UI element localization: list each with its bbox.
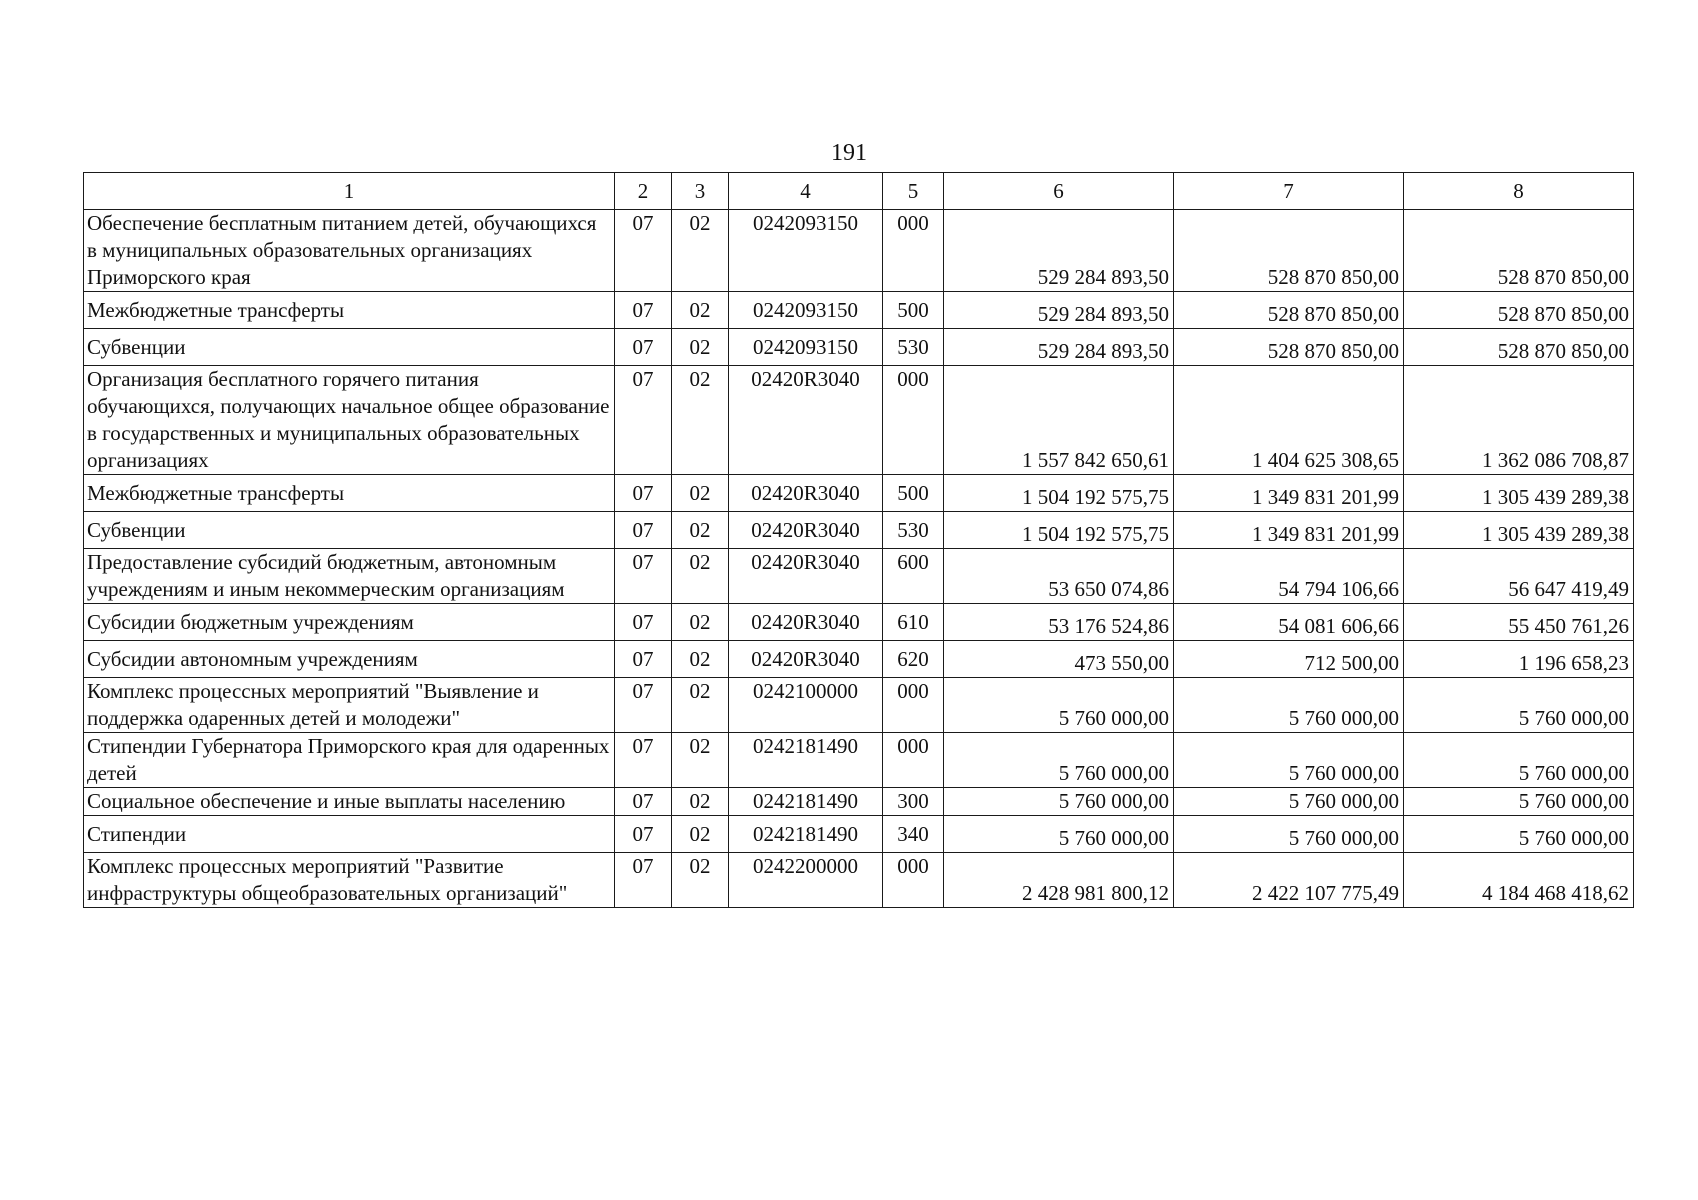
amount-col8-cell: 528 870 850,00 xyxy=(1404,210,1634,292)
header-cell: 2 xyxy=(615,173,672,210)
section-code-cell: 07 xyxy=(615,678,672,733)
amount-col6-cell: 53 650 074,86 xyxy=(944,549,1174,604)
amount-col7-cell: 5 760 000,00 xyxy=(1174,733,1404,788)
amount-col8-cell: 528 870 850,00 xyxy=(1404,292,1634,329)
expense-type-cell: 500 xyxy=(883,292,944,329)
section-code-cell: 07 xyxy=(615,292,672,329)
row-name-cell: Субсидии автономным учреждениям xyxy=(84,641,615,678)
target-code-cell: 02420R3040 xyxy=(729,366,883,475)
amount-col7-cell: 1 349 831 201,99 xyxy=(1174,475,1404,512)
amount-col6-cell: 1 504 192 575,75 xyxy=(944,512,1174,549)
page-number: 191 xyxy=(831,140,867,166)
subsection-code-cell: 02 xyxy=(672,210,729,292)
row-name-cell: Социальное обеспечение и иные выплаты населению xyxy=(84,788,615,816)
expense-type-cell: 000 xyxy=(883,853,944,908)
amount-col7-cell: 54 081 606,66 xyxy=(1174,604,1404,641)
table-body xyxy=(84,173,1634,908)
target-code-cell: 02420R3040 xyxy=(729,604,883,641)
header-cell: 7 xyxy=(1174,173,1404,210)
amount-col8-cell: 55 450 761,26 xyxy=(1404,604,1634,641)
amount-col8-cell: 56 647 419,49 xyxy=(1404,549,1634,604)
amount-col8-cell: 5 760 000,00 xyxy=(1404,678,1634,733)
target-code-cell: 0242093150 xyxy=(729,329,883,366)
table-row xyxy=(84,329,1634,366)
amount-col6-cell: 473 550,00 xyxy=(944,641,1174,678)
row-name-cell: Организация бесплатного горячего питания обучающихся, получающих начальное общее образование в государственных и муниципальных образовательных организациях xyxy=(84,366,615,475)
amount-col6-cell: 529 284 893,50 xyxy=(944,210,1174,292)
amount-col8-cell: 5 760 000,00 xyxy=(1404,816,1634,853)
section-code-cell: 07 xyxy=(615,816,672,853)
table-row xyxy=(84,475,1634,512)
section-code-cell: 07 xyxy=(615,641,672,678)
amount-col6-cell: 53 176 524,86 xyxy=(944,604,1174,641)
table-row xyxy=(84,816,1634,853)
table-row xyxy=(84,641,1634,678)
target-code-cell: 0242100000 xyxy=(729,678,883,733)
row-name-cell: Обеспечение бесплатным питанием детей, обучающихся в муниципальных образовательных организациях Приморского края xyxy=(84,210,615,292)
section-code-cell: 07 xyxy=(615,210,672,292)
amount-col6-cell: 5 760 000,00 xyxy=(944,788,1174,816)
subsection-code-cell: 02 xyxy=(672,853,729,908)
amount-col7-cell: 1 404 625 308,65 xyxy=(1174,366,1404,475)
expense-type-cell: 000 xyxy=(883,678,944,733)
header-cell: 4 xyxy=(729,173,883,210)
subsection-code-cell: 02 xyxy=(672,788,729,816)
subsection-code-cell: 02 xyxy=(672,604,729,641)
amount-col7-cell: 5 760 000,00 xyxy=(1174,788,1404,816)
row-name-cell: Субвенции xyxy=(84,512,615,549)
amount-col6-cell: 529 284 893,50 xyxy=(944,329,1174,366)
subsection-code-cell: 02 xyxy=(672,475,729,512)
expense-type-cell: 610 xyxy=(883,604,944,641)
amount-col8-cell: 1 305 439 289,38 xyxy=(1404,512,1634,549)
table-row xyxy=(84,733,1634,788)
target-code-cell: 0242093150 xyxy=(729,292,883,329)
row-name-cell: Межбюджетные трансферты xyxy=(84,292,615,329)
amount-col8-cell: 1 196 658,23 xyxy=(1404,641,1634,678)
expense-type-cell: 300 xyxy=(883,788,944,816)
target-code-cell: 0242181490 xyxy=(729,788,883,816)
target-code-cell: 02420R3040 xyxy=(729,549,883,604)
amount-col7-cell: 2 422 107 775,49 xyxy=(1174,853,1404,908)
section-code-cell: 07 xyxy=(615,366,672,475)
section-code-cell: 07 xyxy=(615,733,672,788)
amount-col8-cell: 5 760 000,00 xyxy=(1404,788,1634,816)
row-name-cell: Комплекс процессных мероприятий "Развитие инфраструктуры общеобразовательных организаций" xyxy=(84,853,615,908)
subsection-code-cell: 02 xyxy=(672,733,729,788)
amount-col6-cell: 5 760 000,00 xyxy=(944,733,1174,788)
amount-col7-cell: 528 870 850,00 xyxy=(1174,292,1404,329)
amount-col8-cell: 1 305 439 289,38 xyxy=(1404,475,1634,512)
section-code-cell: 07 xyxy=(615,475,672,512)
section-code-cell: 07 xyxy=(615,512,672,549)
expense-type-cell: 600 xyxy=(883,549,944,604)
row-name-cell: Субсидии бюджетным учреждениям xyxy=(84,604,615,641)
subsection-code-cell: 02 xyxy=(672,366,729,475)
amount-col7-cell: 1 349 831 201,99 xyxy=(1174,512,1404,549)
table-row xyxy=(84,210,1634,292)
row-name-cell: Субвенции xyxy=(84,329,615,366)
amount-col7-cell: 5 760 000,00 xyxy=(1174,678,1404,733)
table-row xyxy=(84,549,1634,604)
subsection-code-cell: 02 xyxy=(672,678,729,733)
target-code-cell: 0242181490 xyxy=(729,816,883,853)
table-row xyxy=(84,788,1634,816)
header-cell: 3 xyxy=(672,173,729,210)
target-code-cell: 02420R3040 xyxy=(729,512,883,549)
expense-type-cell: 620 xyxy=(883,641,944,678)
header-cell: 1 xyxy=(84,173,615,210)
expense-type-cell: 500 xyxy=(883,475,944,512)
table-row xyxy=(84,678,1634,733)
target-code-cell: 0242181490 xyxy=(729,733,883,788)
section-code-cell: 07 xyxy=(615,788,672,816)
section-code-cell: 07 xyxy=(615,853,672,908)
table-row xyxy=(84,292,1634,329)
subsection-code-cell: 02 xyxy=(672,549,729,604)
row-name-cell: Стипендии xyxy=(84,816,615,853)
target-code-cell: 02420R3040 xyxy=(729,475,883,512)
table-row xyxy=(84,366,1634,475)
table-row xyxy=(84,853,1634,908)
expense-type-cell: 340 xyxy=(883,816,944,853)
target-code-cell: 0242093150 xyxy=(729,210,883,292)
expense-type-cell: 000 xyxy=(883,210,944,292)
target-code-cell: 02420R3040 xyxy=(729,641,883,678)
amount-col6-cell: 2 428 981 800,12 xyxy=(944,853,1174,908)
header-cell: 6 xyxy=(944,173,1174,210)
section-code-cell: 07 xyxy=(615,549,672,604)
target-code-cell: 0242200000 xyxy=(729,853,883,908)
expense-type-cell: 530 xyxy=(883,329,944,366)
amount-col8-cell: 4 184 468 418,62 xyxy=(1404,853,1634,908)
section-code-cell: 07 xyxy=(615,329,672,366)
expense-type-cell: 530 xyxy=(883,512,944,549)
expense-type-cell: 000 xyxy=(883,366,944,475)
amount-col7-cell: 528 870 850,00 xyxy=(1174,210,1404,292)
amount-col6-cell: 1 557 842 650,61 xyxy=(944,366,1174,475)
amount-col8-cell: 5 760 000,00 xyxy=(1404,733,1634,788)
amount-col8-cell: 528 870 850,00 xyxy=(1404,329,1634,366)
amount-col8-cell: 1 362 086 708,87 xyxy=(1404,366,1634,475)
amount-col6-cell: 529 284 893,50 xyxy=(944,292,1174,329)
table-row xyxy=(84,512,1634,549)
expense-type-cell: 000 xyxy=(883,733,944,788)
budget-table xyxy=(83,172,1634,908)
subsection-code-cell: 02 xyxy=(672,292,729,329)
header-row xyxy=(84,173,1634,210)
amount-col6-cell: 5 760 000,00 xyxy=(944,678,1174,733)
amount-col6-cell: 1 504 192 575,75 xyxy=(944,475,1174,512)
subsection-code-cell: 02 xyxy=(672,329,729,366)
amount-col7-cell: 712 500,00 xyxy=(1174,641,1404,678)
header-cell: 8 xyxy=(1404,173,1634,210)
amount-col7-cell: 5 760 000,00 xyxy=(1174,816,1404,853)
amount-col7-cell: 54 794 106,66 xyxy=(1174,549,1404,604)
table-row xyxy=(84,604,1634,641)
row-name-cell: Межбюджетные трансферты xyxy=(84,475,615,512)
amount-col6-cell: 5 760 000,00 xyxy=(944,816,1174,853)
subsection-code-cell: 02 xyxy=(672,512,729,549)
amount-col7-cell: 528 870 850,00 xyxy=(1174,329,1404,366)
section-code-cell: 07 xyxy=(615,604,672,641)
row-name-cell: Комплекс процессных мероприятий "Выявление и поддержка одаренных детей и молодежи" xyxy=(84,678,615,733)
subsection-code-cell: 02 xyxy=(672,641,729,678)
header-cell: 5 xyxy=(883,173,944,210)
row-name-cell: Предоставление субсидий бюджетным, автономным учреждениям и иным некоммерческим организациям xyxy=(84,549,615,604)
subsection-code-cell: 02 xyxy=(672,816,729,853)
row-name-cell: Стипендии Губернатора Приморского края для одаренных детей xyxy=(84,733,615,788)
